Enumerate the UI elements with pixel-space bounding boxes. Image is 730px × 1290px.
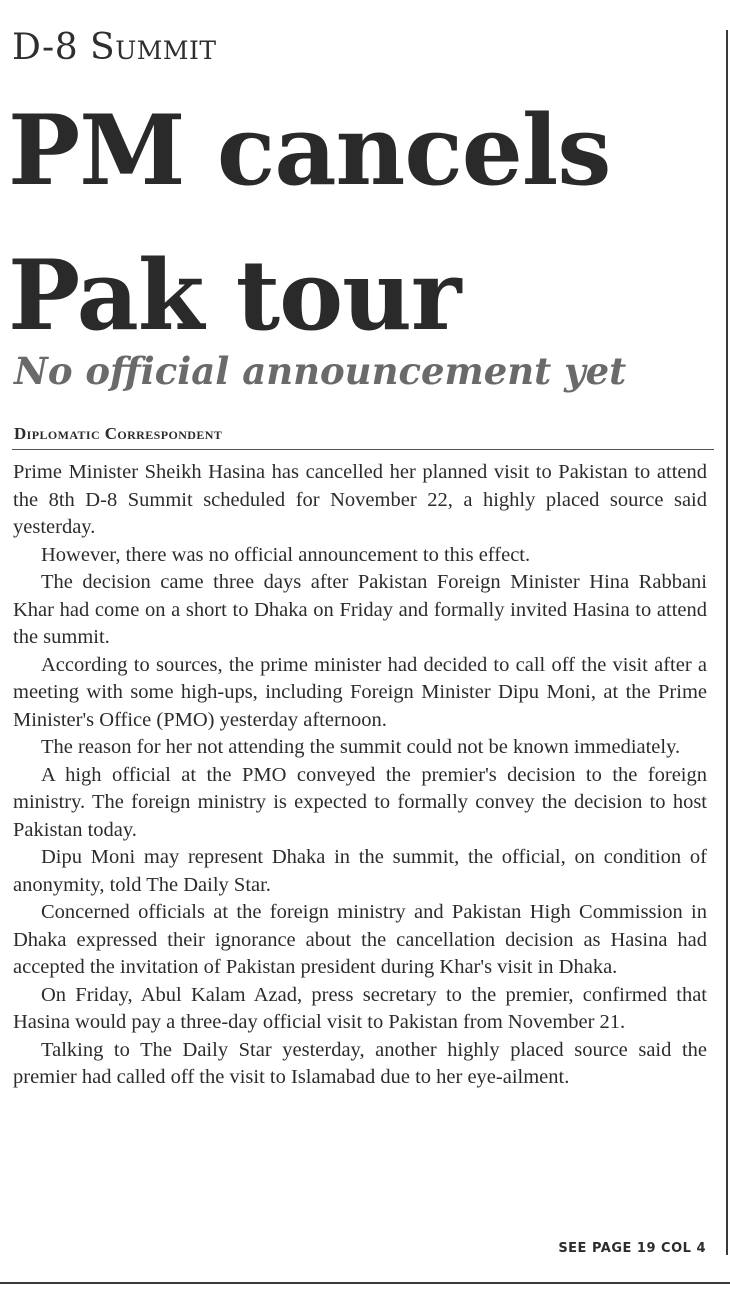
kicker: D-8 Summit [12, 27, 217, 68]
deck-subheadline: No official announcement yet [14, 349, 627, 393]
paragraph-10: Talking to The Daily Star yesterday, another highly placed source said the premier had called off the visit to Islamabad due to her eye-ailment. [13, 1038, 707, 1088]
paragraph-2: However, there was no official announcement to this effect. [41, 543, 531, 566]
paragraph-9: On Friday, Abul Kalam Azad, press secretary to the premier, confirmed that Hasina would pay a three-day official visit to Pakistan from November 21. [13, 983, 707, 1033]
byline-rule [12, 449, 714, 450]
paragraph-6: A high official at the PMO conveyed the premier's decision to the foreign ministry. The foreign ministry is expected to formally convey the decision to host Pakistan today. [13, 763, 707, 841]
continuation-jump-line: SEE PAGE 19 COL 4 [558, 1241, 706, 1256]
column-rule-bottom [0, 1282, 730, 1284]
headline-line-2: Pak tour [8, 239, 461, 352]
paragraph-4: According to sources, the prime minister had decided to call off the visit after a meeting with some high-ups, including Foreign Minister Dipu Moni, at the Prime Minister's Office (PMO) yesterday afternoon. [13, 653, 707, 731]
article-body [13, 459, 707, 1092]
column-rule-right [726, 30, 728, 1255]
paragraph-1: Prime Minister Sheikh Hasina has cancelled her planned visit to Pakistan to attend the 8th D-8 Summit scheduled for November 22, a highly placed source said yesterday. [13, 461, 707, 538]
headline [8, 78, 723, 368]
paragraph-3: The decision came three days after Pakistan Foreign Minister Hina Rabbani Khar had come on a short to Dhaka on Friday and formally invited Hasina to attend the summit. [13, 571, 707, 648]
paragraph-7: Dipu Moni may represent Dhaka in the summit, the official, on condition of anonymity, told The Daily Star. [13, 846, 707, 896]
paragraph-8: Concerned officials at the foreign ministry and Pakistan High Commission in Dhaka expressed their ignorance about the cancellation decision as Hasina had accepted the invitation of Pakistan president during Khar's visit in Dhaka. [13, 901, 707, 978]
headline-line-1: PM cancels [8, 94, 611, 207]
paragraph-5: The reason for her not attending the summit could not be known immediately. [41, 736, 681, 758]
byline: Diplomatic Correspondent [14, 424, 223, 443]
